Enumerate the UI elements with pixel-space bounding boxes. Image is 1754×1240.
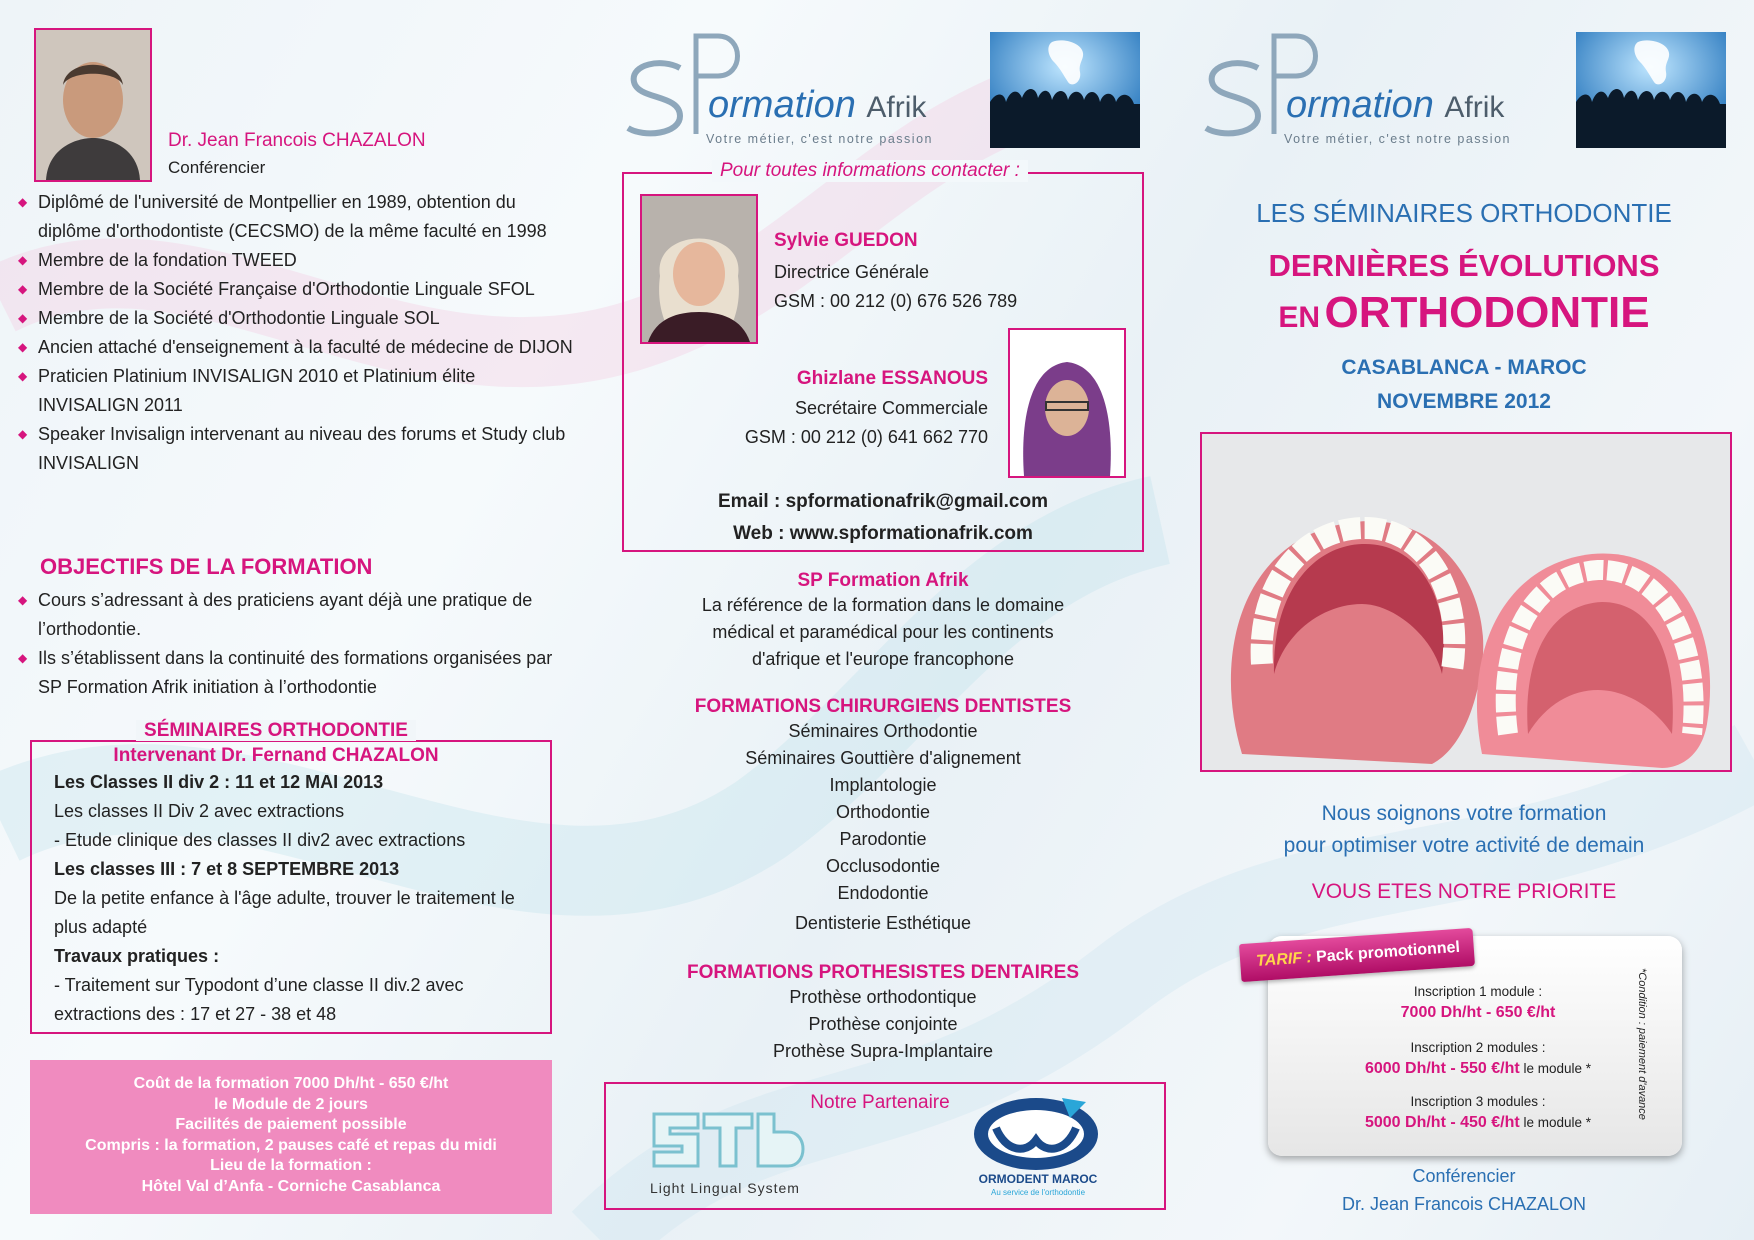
- tarif-row-2-label: Inscription 2 modules :: [1410, 1040, 1546, 1055]
- speaker-bio-list: [18, 188, 578, 478]
- bio-item: ◆ Ancien attaché d'enseignement à la faculté de médecine de DIJON: [18, 333, 578, 362]
- cost-line: Hôtel Val d’Anfa - Corniche Casablanca: [141, 1177, 441, 1195]
- cover-slogan-1: Nous soignons votre formation: [1321, 802, 1607, 825]
- footer-role: Conférencier: [1412, 1166, 1516, 1186]
- contact-links: [610, 486, 1156, 550]
- bio-item: ◆ Membre de la Société d'Orthodontie Linguale SOL: [18, 304, 578, 333]
- logo-brand: Afrik: [1444, 91, 1505, 124]
- bio-item: ◆ Diplômé de l'université de Montpellier en 1989, obtention du diplôme d'orthodontiste (CECSMO) de la même faculté en 1998: [18, 188, 578, 246]
- seminar-line: Les classes II Div 2 avec extractions: [54, 801, 345, 821]
- seminar-line: - Traitement sur Typodont d’une classe II div.2 avec: [54, 975, 464, 995]
- speaker-name: Dr. Jean Francois CHAZALON: [168, 130, 426, 151]
- dentists-item: Parodontie: [839, 829, 927, 849]
- tarif-pack: Pack promotionnel: [1315, 938, 1461, 966]
- contact-legend: Pour toutes informations contacter :: [712, 160, 1028, 182]
- logo-name: ormation: [1286, 84, 1434, 126]
- contact-photo-1: [640, 194, 758, 344]
- stb-logo: [648, 1104, 818, 1176]
- prosthetists-title: FORMATIONS PROTHESISTES DENTAIRES: [687, 962, 1079, 983]
- seminar-line: - Etude clinique des classes II div2 avec extractions: [54, 830, 466, 850]
- contact-1-title: Directrice Générale: [774, 262, 930, 282]
- partner-title: Notre Partenaire: [810, 1092, 950, 1113]
- seminar-speaker: Intervenant Dr. Fernand CHAZALON: [113, 745, 439, 766]
- dentists-item: Dentisterie Esthétique: [794, 913, 972, 933]
- seminar-line: Travaux pratiques :: [54, 946, 220, 966]
- cost-line: Compris : la formation, 2 pauses café et repas du midi: [85, 1136, 497, 1154]
- dentists-title: FORMATIONS CHIRURGIENS DENTISTES: [694, 696, 1072, 717]
- cover-series: LES SÉMINAIRES ORTHODONTIE: [1256, 198, 1672, 228]
- stb-caption: Light Lingual System: [650, 1180, 800, 1196]
- cover-headline-1: DERNIÈRES ÉVOLUTIONS: [1268, 248, 1660, 283]
- ormodent-name: ORMODENT MAROC: [978, 1172, 1098, 1186]
- contact-2-phone: GSM : 00 212 (0) 641 662 770: [744, 427, 988, 447]
- cost-line: Lieu de la formation :: [210, 1157, 372, 1174]
- footer-name: Dr. Jean Francois CHAZALON: [1341, 1194, 1587, 1214]
- cover-headline-en: EN: [1278, 301, 1321, 334]
- logo-right: [1200, 30, 1560, 150]
- seminar-heading: [106, 718, 446, 768]
- tarif-note: *Condition : paiement d'avance: [1636, 968, 1648, 1120]
- dentists-item: Implantologie: [829, 775, 937, 795]
- dentists-item: Occlusodontie: [825, 856, 941, 876]
- seminar-details: [54, 768, 544, 1029]
- contact-2-name: Ghizlane ESSANOUS: [796, 368, 988, 389]
- ormodent-tagline: Au service de l'orthodontie: [990, 1188, 1086, 1197]
- tarif-row-3-suffix: le module *: [1519, 1115, 1591, 1130]
- tarif-row-2-suffix: le module *: [1519, 1061, 1591, 1076]
- prosthetists-item: Prothèse Supra-Implantaire: [772, 1041, 994, 1061]
- crowd-africa-image: [1576, 32, 1726, 148]
- tarif-row-3-price: 5000 Dh/ht - 450 €/ht: [1364, 1114, 1520, 1131]
- prosthetists-item: Prothèse conjointe: [808, 1014, 958, 1034]
- tarif-row-3: [1268, 1114, 1688, 1132]
- cost-line: le Module de 2 jours: [214, 1095, 368, 1113]
- cover-date: NOVEMBRE 2012: [1377, 390, 1551, 413]
- seminar-line: plus adapté: [54, 917, 148, 937]
- logo-name: ormation: [708, 84, 856, 126]
- about-line: d'afrique et l'europe francophone: [751, 649, 1015, 669]
- logo-brand: Afrik: [866, 91, 927, 124]
- cost-line: Coût de la formation 7000 Dh/ht - 650 €/ht: [133, 1075, 449, 1092]
- cost-line: Facilités de paiement possible: [175, 1116, 407, 1133]
- dental-models-photo: [1200, 432, 1732, 772]
- speaker-photo: [34, 28, 152, 182]
- dentists-block: [610, 696, 1156, 937]
- cost-box: [30, 1060, 552, 1214]
- tarif-row-1: [1268, 1004, 1688, 1022]
- seminar-line: Les classes III : 7 et 8 SEPTEMBRE 2013: [54, 859, 400, 879]
- contact-web[interactable]: Web : www.spformationafrik.com: [733, 523, 1033, 544]
- objectives-title: OBJECTIFS DE LA FORMATION: [40, 554, 373, 579]
- dentists-item: Orthodontie: [835, 802, 931, 822]
- about-line: médical et paramédical pour les continents: [712, 622, 1054, 642]
- seminar-line: De la petite enfance à l'âge adulte, trouver le traitement le: [54, 888, 515, 908]
- objectives-list: [18, 586, 578, 702]
- contact-2-title: Secrétaire Commerciale: [794, 398, 988, 418]
- seminar-line: Les Classes II div 2 : 11 et 12 MAI 2013: [54, 772, 384, 792]
- objective-item: ◆ Cours s’adressant à des praticiens ayant déjà une pratique de l’orthodontie.: [18, 586, 578, 644]
- contact-email[interactable]: Email : spformationafrik@gmail.com: [718, 491, 1048, 512]
- prosthetists-block: [610, 962, 1156, 1065]
- dentists-item: Séminaires Orthodontie: [788, 721, 978, 741]
- cover-priority: VOUS ETES NOTRE PRIORITE: [1311, 880, 1617, 903]
- about-line: La référence de la formation dans le domaine: [701, 595, 1065, 615]
- contact-photo-2: [1008, 328, 1126, 478]
- logo-mid: [622, 30, 982, 150]
- ormodent-logo: [966, 1092, 1106, 1172]
- tarif-label: TARIF :: [1255, 949, 1313, 971]
- prosthetists-item: Prothèse orthodontique: [789, 987, 977, 1007]
- cover-headline-2: [1192, 288, 1736, 338]
- bio-item: ◆ Speaker Invisalign intervenant au niveau des forums et Study club INVISALIGN: [18, 420, 578, 478]
- crowd-africa-image: [990, 32, 1140, 148]
- contact-1-phone: GSM : 00 212 (0) 676 526 789: [774, 291, 1018, 311]
- dentists-item: Séminaires Gouttière d'alignement: [745, 748, 1021, 768]
- tarif-row-1-price: 7000 Dh/ht - 650 €/ht: [1400, 1004, 1556, 1021]
- logo-tagline: Votre métier, c'est notre passion: [1284, 132, 1511, 146]
- about-block: [610, 570, 1156, 673]
- seminar-title: SÉMINAIRES ORTHODONTIE: [136, 720, 416, 741]
- cover-location: CASABLANCA - MAROC: [1341, 356, 1587, 379]
- contact-1-name: Sylvie GUEDON: [774, 230, 918, 251]
- seminar-line: extractions des : 17 et 27 - 38 et 48: [54, 1004, 337, 1024]
- tarif-row-3-label: Inscription 3 modules :: [1410, 1094, 1546, 1109]
- bio-item: ◆ Praticien Platinium INVISALIGN 2010 et Platinium élite INVISALIGN 2011: [18, 362, 578, 420]
- bio-item: ◆ Membre de la Société Française d'Orthodontie Linguale SFOL: [18, 275, 578, 304]
- speaker-role: Conférencier: [168, 158, 266, 177]
- about-title: SP Formation Afrik: [797, 570, 969, 591]
- objective-item: ◆ Ils s’établissent dans la continuité des formations organisées par SP Formation Afrik initiation à l’orthodontie: [18, 644, 578, 702]
- tarif-row-1-label: Inscription 1 module :: [1413, 984, 1543, 999]
- tarif-row-2: [1268, 1060, 1688, 1078]
- bio-item: ◆ Membre de la fondation TWEED: [18, 246, 578, 275]
- dentists-item: Endodontie: [837, 883, 929, 903]
- cover-headline-orthodontie: ORTHODONTIE: [1324, 288, 1650, 337]
- cover-slogan-2: pour optimiser votre activité de demain: [1283, 834, 1645, 857]
- logo-tagline: Votre métier, c'est notre passion: [706, 132, 933, 146]
- tarif-row-2-price: 6000 Dh/ht - 550 €/ht: [1364, 1060, 1520, 1077]
